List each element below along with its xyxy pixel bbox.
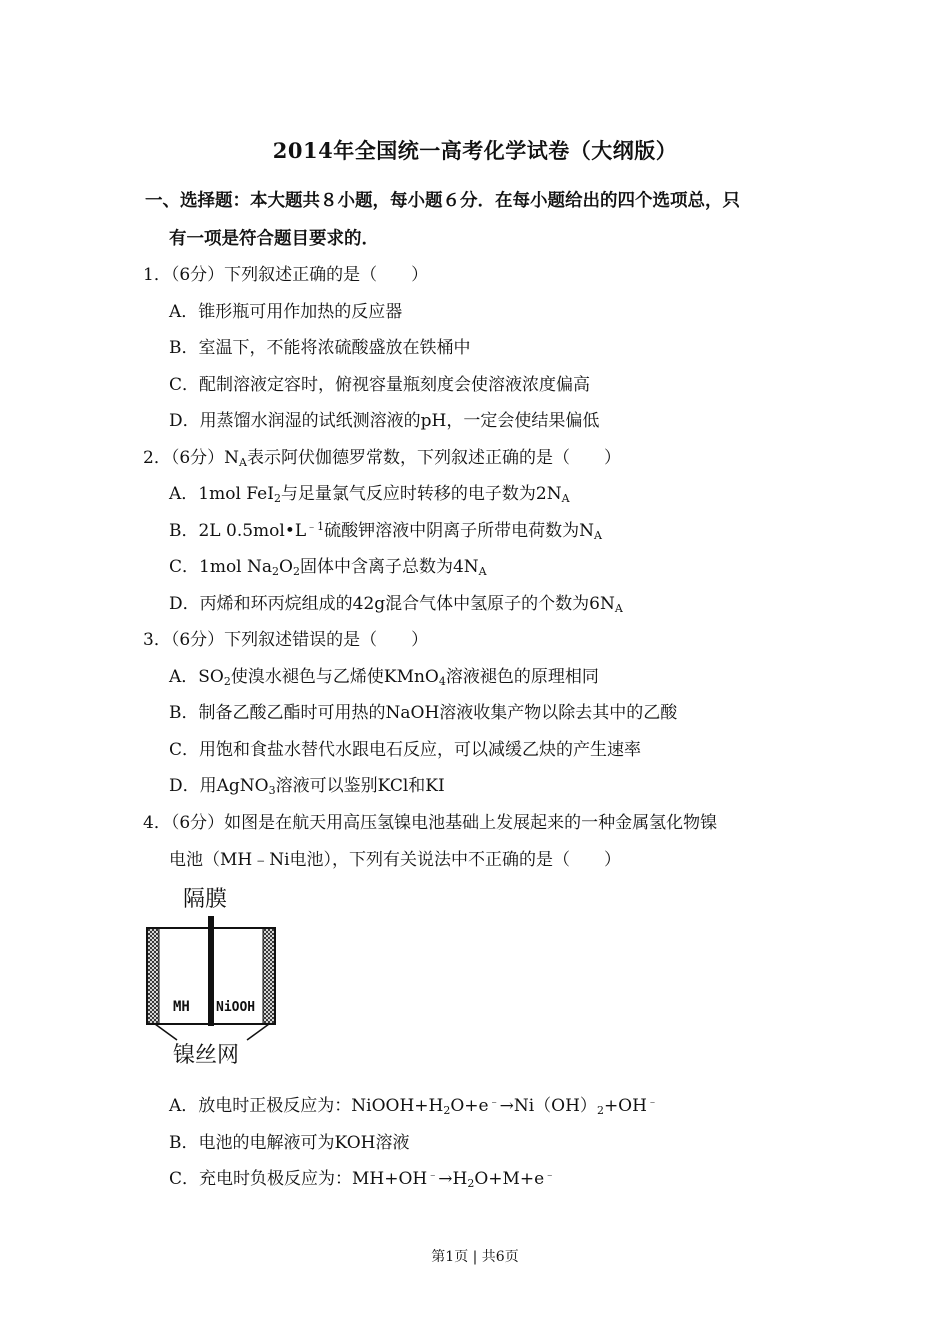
- left-electrode: [147, 928, 159, 1024]
- question-2-option-b: B．2L $0.5mol•L^{﹣1}$硫酸钾溶液中阴离子所带电荷数为$N_A$: [169, 520, 602, 542]
- question-3-stem: 3．（6分）下列叙述错误的是（ ）: [143, 630, 429, 650]
- question-3-option-b: B．制备乙酸乙酯时可用热的NaOH溶液收集产物以除去其中的乙酸: [169, 703, 678, 723]
- question-1-stem: 1．（6分）下列叙述正确的是（ ）: [143, 265, 429, 285]
- page-footer: 第1页 | 共6页: [431, 1249, 519, 1265]
- question-3-option-a: A．$SO_2$使溴水褪色与乙烯使KMnO$_4$溶液褪色的原理相同: [169, 667, 599, 688]
- diagram-label-niooh: NiOOH: [216, 1000, 256, 1015]
- question-2-option-a: A．1mol FeI$_2$与足量氯气反应时转移的电子数为$2N_A$: [169, 484, 570, 505]
- question-4-stem-line1: 4．（6分）如图是在航天用高压氢镍电池基础上发展起来的一种金属氢化物镍: [143, 813, 718, 833]
- question-2-stem: 2．（6分）$N_A$表示阿伏伽德罗常数，下列叙述正确的是（ ）: [143, 448, 621, 469]
- question-1-option-b: B．室温下，不能将浓硫酸盛放在铁桶中: [169, 338, 471, 358]
- question-2-option-c: C．1mol $Na_2O_2$固体中含离子总数为$4N_A$: [169, 557, 487, 578]
- question-1-option-c: C．配制溶液定容时，俯视容量瓶刻度会使溶液浓度偏高: [169, 375, 591, 395]
- page-title: 2014年全国统一高考化学试卷（大纲版）: [272, 138, 678, 163]
- section-heading-line2: 有一项是符合题目要求的．: [169, 229, 379, 249]
- question-4-stem-line2: 电池（MH﹣Ni电池），下列有关说法中不正确的是（ ）: [169, 850, 622, 870]
- question-3-option-d: D．用AgNO$_3$溶液可以鉴别KCl和KI: [169, 776, 445, 797]
- question-4-option-a: A．放电时正极反应为：$NiOOH+H_2O+e^﹣\to Ni(OH)_2+OH^﹣$: [169, 1095, 658, 1117]
- question-1-option-d: D．用蒸馏水润湿的试纸测溶液的pH，一定会使结果偏低: [169, 411, 600, 431]
- right-electrode: [263, 928, 275, 1024]
- diagram-label-nickel-mesh: 镍丝网: [173, 1043, 240, 1068]
- section-heading-line1: 一、选择题：本大题共８小题，每小题６分．在每小题给出的四个选项总，只: [145, 191, 740, 211]
- question-3-option-c: C．用饱和食盐水替代水跟电石反应，可以减缓乙炔的产生速率: [169, 740, 642, 760]
- diagram-label-membrane: 隔膜: [183, 887, 228, 912]
- diagram-label-mh: MH: [173, 999, 190, 1015]
- question-4-option-c: C．充电时负极反应为：$MH+OH^﹣\to H_2O+M+e^﹣$: [169, 1168, 556, 1190]
- question-2-option-d: D．丙烯和环丙烷组成的42g混合气体中氢原子的个数为$6N_A$: [169, 594, 623, 615]
- battery-diagram: [143, 880, 283, 1070]
- question-1-option-a: A．锥形瓶可用作加热的反应器: [169, 302, 403, 322]
- membrane-rod: [208, 916, 214, 1026]
- question-4-option-b: B．电池的电解液可为KOH溶液: [169, 1133, 410, 1153]
- leader-line-left: [155, 1024, 177, 1040]
- leader-line-right: [247, 1024, 269, 1040]
